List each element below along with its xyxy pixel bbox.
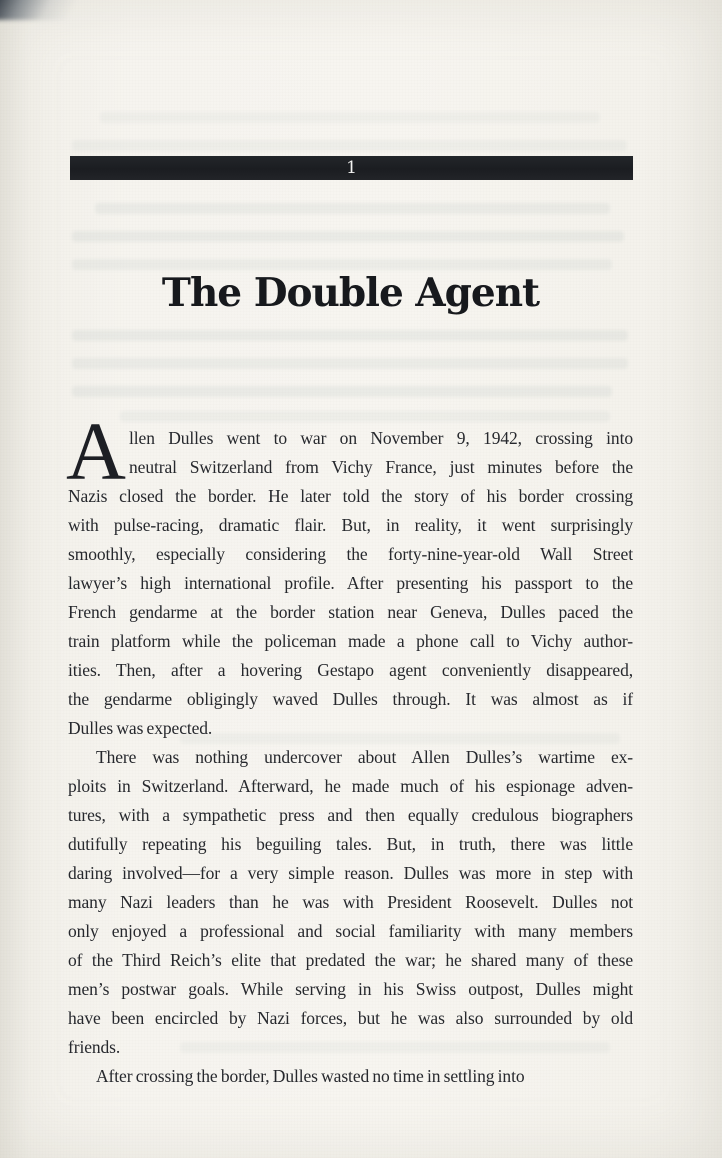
text-line: After crossing the border, Dulles wasted no time in settling into xyxy=(96,1066,525,1086)
text-line: only enjoyed a professional and social familiarity with many members xyxy=(68,921,633,941)
text-line: There was nothing undercover about Allen Dulles’s wartime ex- xyxy=(96,747,633,767)
text-line: the gendarme obligingly waved Dulles through. It was almost as if xyxy=(68,689,633,709)
text-line: men’s postwar goals. While serving in his Swiss outpost, Dulles might xyxy=(68,979,633,999)
bleed-through-line xyxy=(120,411,610,422)
text-line: smoothly, especially considering the forty-nine-year-old Wall Street xyxy=(68,544,633,564)
text-line: ities. Then, after a hovering Gestapo agent conveniently disappeared, xyxy=(68,660,633,680)
text-line: train platform while the policeman made a phone call to Vichy author- xyxy=(68,631,633,651)
text-line: llen Dulles went to war on November 9, 1942, crossing into xyxy=(129,428,633,448)
text-line: many Nazi leaders than he was with President Roosevelt. Dulles not xyxy=(68,892,633,912)
paragraph xyxy=(66,405,633,743)
paragraph xyxy=(68,1062,633,1091)
text-line: tures, with a sympathetic press and then equally credulous biographers xyxy=(68,805,633,825)
text-line: ploits in Switzerland. Afterward, he made much of his espionage adven- xyxy=(68,776,633,796)
bleed-through-line xyxy=(72,386,612,397)
text-line: neutral Switzerland from Vichy France, just minutes before the xyxy=(129,457,633,477)
chapter-title: The Double Agent xyxy=(161,270,540,316)
text-line: with pulse-racing, dramatic flair. But, in reality, it went surprisingly xyxy=(68,515,633,535)
drop-cap: A xyxy=(66,405,126,497)
text-line: lawyer’s high international profile. After presenting his passport to the xyxy=(68,573,633,593)
chapter-number: 1 xyxy=(346,158,357,178)
bleed-through-line xyxy=(72,330,628,341)
bleed-through-line xyxy=(72,231,624,242)
text-line: friends. xyxy=(68,1037,121,1057)
bleed-through-line xyxy=(72,140,627,151)
bleed-through-line xyxy=(72,259,612,270)
paragraph xyxy=(68,743,633,1062)
text-line: French gendarme at the border station near Geneva, Dulles paced the xyxy=(68,602,633,622)
text-line: Dulles was expected. xyxy=(68,718,213,738)
chapter-number-bar xyxy=(70,156,633,180)
text-line: dutifully repeating his beguiling tales. But, in truth, there was little xyxy=(68,834,633,854)
body-text xyxy=(66,405,633,1091)
text-line: have been encircled by Nazi forces, but he was also surrounded by old xyxy=(68,1008,633,1028)
text-line: of the Third Reich’s elite that predated the war; he shared many of these xyxy=(68,950,633,970)
scan-corner-artifact xyxy=(0,0,114,20)
bleed-through-line xyxy=(100,112,600,123)
bleed-through-line xyxy=(95,203,610,214)
text-line: Nazis closed the border. He later told the story of his border crossing xyxy=(68,486,633,506)
bleed-through-line xyxy=(72,358,628,369)
text-line: daring involved—for a very simple reason. Dulles was more in step with xyxy=(68,863,633,883)
